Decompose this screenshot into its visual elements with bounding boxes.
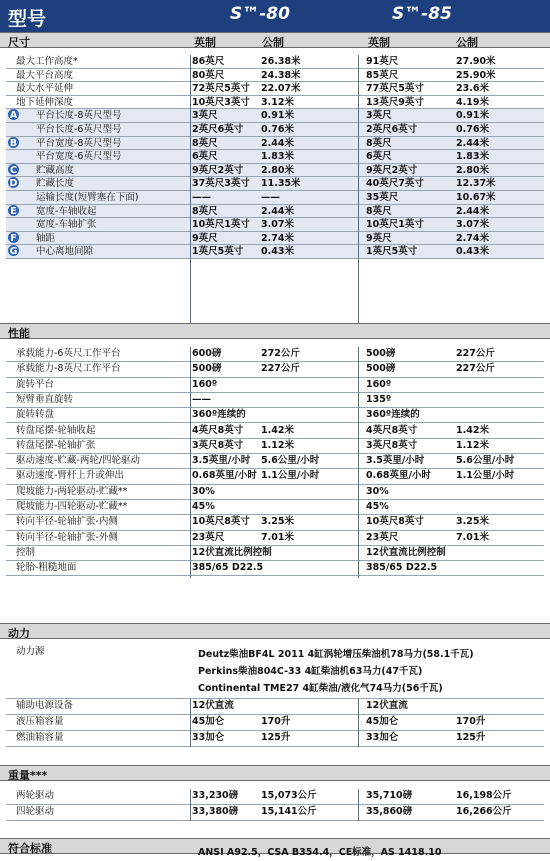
spec-label: 地下延伸深度 — [16, 96, 74, 108]
spec-label: 转盘尾摆-轮轴扩张 — [16, 439, 96, 451]
spec-row — [6, 164, 544, 178]
spec-label: 平台长度-6英尺型号 — [36, 124, 122, 135]
spec-row — [6, 699, 544, 715]
spec-value: 23英尺 — [192, 531, 225, 543]
spec-row — [6, 137, 544, 151]
spec-value: 1英尺5英寸 — [366, 246, 418, 258]
spec-row — [6, 205, 544, 219]
spec-value: 9英尺 — [366, 232, 392, 244]
spec-value: 7.01米 — [456, 531, 489, 543]
spec-value: 8英尺 — [192, 205, 218, 217]
spec-value: 1.83米 — [456, 151, 489, 163]
spec-value: 10英尺8英寸 — [192, 516, 250, 528]
model-title: 型号 — [8, 8, 47, 30]
standards-value: ANSI A92.5，CSA B354.4，CE标准，AS 1418.10 — [198, 847, 442, 858]
spec-row — [6, 82, 544, 96]
spec-value: 12.37米 — [456, 178, 496, 190]
dimension-badge: C — [8, 164, 19, 175]
spec-value: 16,198公斤 — [456, 790, 512, 801]
spec-value: 1.1公里/小时 — [456, 470, 515, 482]
spec-value: 35,860磅 — [366, 806, 413, 817]
spec-label: 短臂垂直旋转 — [16, 393, 74, 405]
weight-bar — [0, 765, 550, 781]
spec-row — [6, 789, 544, 805]
spec-value: 360º连续的 — [366, 409, 420, 421]
column-divider — [190, 55, 191, 323]
spec-value: 91英尺 — [366, 56, 399, 67]
spec-label: 轮胎-粗糙地面 — [16, 562, 77, 574]
spec-label: 爬坡能力-四轮驱动-贮藏** — [16, 501, 128, 512]
spec-value: 2.80米 — [261, 164, 294, 176]
column-divider — [190, 789, 191, 821]
spec-value: 9英尺 — [192, 232, 218, 244]
spec-value: 45加仑 — [192, 716, 225, 727]
spec-value: 12伏直流比例控制 — [366, 546, 446, 558]
spec-value: 1.83米 — [261, 151, 294, 163]
spec-value: 80英尺 — [192, 69, 225, 81]
col-en-1: 英制 — [194, 36, 216, 49]
spec-value: 8英尺 — [366, 137, 392, 149]
spec-value: 40英尺7英寸 — [366, 178, 424, 190]
spec-value: 35,710磅 — [366, 790, 413, 801]
spec-value: 33加仑 — [192, 732, 225, 743]
model-name-2: S™-85 — [392, 4, 452, 24]
spec-label: 四轮驱动 — [16, 806, 55, 817]
spec-value: 10英尺8英寸 — [366, 516, 424, 528]
power-source-option: Perkins柴油804C-33 4缸柴油机63马力(47千瓦) — [198, 666, 423, 677]
spec-label: 平台宽度-6英尺型号 — [36, 151, 122, 163]
spec-value: 170升 — [456, 716, 486, 727]
spec-value: 2.80米 — [456, 164, 489, 176]
spec-value: 3.5英里/小时 — [366, 455, 425, 467]
dimensions-label: 尺寸 — [8, 36, 30, 49]
spec-value: 45% — [192, 501, 215, 512]
power-bar — [0, 623, 550, 639]
spec-value: 227公斤 — [261, 363, 300, 375]
spec-row — [6, 531, 544, 546]
spec-value: 0.76米 — [456, 124, 489, 135]
spec-value: 77英尺5英寸 — [366, 83, 424, 95]
column-divider — [358, 699, 359, 747]
spec-value: 4英尺8英寸 — [366, 424, 418, 436]
spec-value: 12伏直流 — [366, 700, 408, 711]
spec-value: 12伏直流 — [192, 700, 234, 711]
spec-label: 轴距 — [36, 232, 56, 244]
dimension-badge: B — [9, 137, 18, 149]
column-divider — [358, 789, 359, 821]
spec-value: 86英尺 — [192, 56, 225, 67]
spec-value: 1.12米 — [456, 439, 489, 451]
power-label: 动力 — [8, 627, 30, 640]
spec-value: 0.68英里/小时 — [192, 470, 257, 482]
spec-value: 33,230磅 — [192, 790, 239, 801]
spec-value: 33,380磅 — [192, 806, 239, 817]
spec-label: 两轮驱动 — [16, 790, 55, 801]
spec-row — [6, 347, 544, 362]
spec-value: 10英尺3英寸 — [192, 96, 250, 108]
spec-value: 0.68英里/小时 — [366, 470, 431, 482]
spec-value: 30% — [366, 485, 389, 497]
spec-value: 3.07米 — [456, 219, 489, 231]
spec-label: 贮藏长度 — [36, 178, 75, 190]
power-source-option: Continental TME27 4缸柴油/液化气74马力(56千瓦) — [198, 683, 443, 694]
spec-value: 27.90米 — [456, 56, 496, 67]
spec-label: 贮藏高度 — [36, 164, 75, 176]
spec-label: 旋转转盘 — [16, 409, 55, 421]
spec-value: 3英尺 — [366, 110, 392, 122]
spec-value: —— — [192, 192, 211, 203]
spec-value: 2.74米 — [261, 232, 294, 244]
spec-value: 12伏直流比例控制 — [192, 546, 272, 558]
spec-value: 0.76米 — [261, 124, 294, 135]
spec-value: 500磅 — [192, 363, 222, 375]
spec-label: 承载能力-6英尺工作平台 — [16, 348, 121, 359]
spec-row — [6, 715, 544, 731]
spec-value: —— — [192, 393, 211, 405]
spec-value: 3.5英里/小时 — [192, 455, 251, 467]
spec-row — [6, 123, 544, 137]
spec-label: 宽度-车轴扩张 — [36, 219, 97, 231]
spec-value: 600磅 — [192, 348, 222, 359]
dimension-badge: D — [9, 178, 18, 190]
spec-value: 2.44米 — [456, 137, 489, 149]
spec-label: 平台长度-8英尺型号 — [36, 110, 122, 122]
spec-value: 3.12米 — [261, 96, 294, 108]
spec-value: 3.25米 — [456, 516, 489, 528]
spec-value: 3.07米 — [261, 219, 294, 231]
model-header — [0, 0, 550, 32]
spec-value: 13英尺9英寸 — [366, 96, 424, 108]
spec-row — [6, 500, 544, 515]
spec-value: 125升 — [261, 732, 291, 743]
spec-value: 26.38米 — [261, 56, 301, 67]
col-metric-2: 公制 — [456, 36, 478, 49]
spec-value: 4.19米 — [456, 96, 489, 108]
col-metric-1: 公制 — [262, 36, 284, 49]
spec-row — [6, 469, 544, 484]
spec-row — [6, 424, 544, 439]
spec-row — [6, 439, 544, 454]
spec-row — [6, 378, 544, 393]
spec-label: 承载能力-8英尺工作平台 — [16, 363, 121, 375]
spec-value: 0.43米 — [456, 246, 489, 258]
spec-value: 500磅 — [366, 348, 396, 359]
spec-value: 227公斤 — [456, 348, 495, 359]
dimension-badge: E — [8, 205, 19, 216]
spec-label: 驱动速度-贮藏-两轮/四轮驱动 — [16, 455, 141, 467]
spec-value: 10英尺1英寸 — [192, 219, 250, 231]
spec-value: 0.91米 — [456, 110, 489, 122]
spec-label: 转盘尾摆-轮轴收起 — [16, 424, 96, 436]
spec-label: 转向半径-轮轴扩张-外侧 — [16, 531, 118, 543]
col-en-2: 英制 — [368, 36, 390, 49]
spec-row — [6, 69, 544, 83]
spec-value: 6英尺 — [366, 151, 392, 163]
spec-value: 360º连续的 — [192, 409, 246, 421]
spec-row — [6, 515, 544, 530]
spec-value: 1.1公里/小时 — [261, 470, 320, 482]
spec-value: 37英尺3英寸 — [192, 178, 250, 190]
spec-value: 1.42米 — [261, 424, 294, 436]
spec-value: 500磅 — [366, 363, 396, 375]
spec-value: 7.01米 — [261, 531, 294, 543]
spec-row — [6, 232, 544, 246]
spec-value: 2英尺6英寸 — [366, 124, 418, 135]
spec-row — [6, 245, 544, 259]
dimension-badge: G — [9, 246, 18, 258]
spec-row — [6, 393, 544, 408]
spec-label: 平台宽度-8英尺型号 — [36, 137, 122, 149]
spec-row — [6, 805, 544, 821]
spec-value: 2.44米 — [261, 137, 294, 149]
spec-value: 2.44米 — [261, 205, 294, 217]
power-source-label: 动力源 — [16, 646, 45, 657]
spec-value: 160º — [366, 378, 392, 390]
spec-value: 10.67米 — [456, 192, 496, 203]
spec-value: 3英尺 — [192, 110, 218, 122]
weight-label: 重量*** — [8, 769, 48, 782]
spec-value: 45% — [366, 501, 389, 512]
spec-value: 10英尺1英寸 — [366, 219, 424, 231]
spec-row — [6, 109, 544, 123]
spec-value: 22.07米 — [261, 83, 301, 95]
spec-label: 运输长度(短臂塞在下面) — [36, 192, 139, 203]
spec-value: 35英尺 — [366, 192, 399, 203]
spec-row — [6, 191, 544, 205]
spec-value: 24.38米 — [261, 69, 301, 81]
spec-value: 5.6公里/小时 — [456, 455, 515, 467]
spec-value: 9英尺2英寸 — [192, 164, 244, 176]
dimension-badge: A — [9, 110, 18, 122]
spec-label: 宽度-车轴收起 — [36, 205, 97, 217]
spec-row — [6, 96, 544, 110]
spec-value: 23.6米 — [456, 83, 489, 95]
spec-value: 30% — [192, 485, 215, 497]
spec-value: 8英尺 — [192, 137, 218, 149]
spec-label: 驱动速度-臂杆上升或伸出 — [16, 470, 124, 482]
spec-value: 2.44米 — [456, 205, 489, 217]
spec-value: 2英尺6英寸 — [192, 124, 244, 135]
spec-label: 辅助电源设备 — [16, 700, 74, 711]
spec-value: 9英尺2英寸 — [366, 164, 418, 176]
spec-label: 最大平台高度 — [16, 69, 74, 81]
spec-row — [6, 55, 544, 69]
spec-row — [6, 408, 544, 423]
spec-row — [6, 731, 544, 747]
spec-row — [6, 561, 544, 576]
spec-value: 45加仑 — [366, 716, 399, 727]
spec-value: 160º — [192, 378, 218, 390]
spec-label: 旋转平台 — [16, 378, 55, 390]
column-divider — [190, 347, 191, 578]
spec-value: 8英尺 — [366, 205, 392, 217]
spec-value: 272公斤 — [261, 348, 300, 359]
spec-label: 液压箱容量 — [16, 716, 64, 727]
spec-value: 33加仑 — [366, 732, 399, 743]
spec-row — [6, 362, 544, 377]
spec-label: 中心离地间隙 — [36, 246, 94, 258]
spec-row — [6, 546, 544, 561]
spec-row — [6, 150, 544, 164]
spec-value: 25.90米 — [456, 69, 496, 81]
column-divider — [358, 347, 359, 578]
spec-value: 4英尺8英寸 — [192, 424, 244, 436]
spec-value: 227公斤 — [456, 363, 495, 375]
spec-label: 最大工作高度* — [16, 56, 78, 67]
spec-value: 23英尺 — [366, 531, 399, 543]
spec-row — [6, 454, 544, 469]
spec-value: 72英尺5英寸 — [192, 83, 250, 95]
spec-value: 16,266公斤 — [456, 806, 512, 817]
spec-value: —— — [261, 192, 280, 203]
spec-value: 11.35米 — [261, 178, 301, 190]
spec-value: 15,073公斤 — [261, 790, 317, 801]
standards-label: 符合标准 — [8, 842, 52, 855]
spec-value: 1.42米 — [456, 424, 489, 436]
spec-label: 最大水平延伸 — [16, 83, 74, 95]
spec-value: 3英尺8英寸 — [192, 439, 244, 451]
spec-row — [6, 218, 544, 232]
spec-value: 385/65 D22.5 — [366, 562, 438, 574]
spec-value: 0.43米 — [261, 246, 294, 258]
spec-value: 385/65 D22.5 — [192, 562, 264, 574]
spec-row — [6, 177, 544, 191]
spec-value: 125升 — [456, 732, 486, 743]
spec-value: 6英尺 — [192, 151, 218, 163]
spec-value: 3英尺8英寸 — [366, 439, 418, 451]
column-divider — [190, 699, 191, 747]
model-name-1: S™-80 — [230, 4, 290, 24]
spec-row — [6, 485, 544, 500]
spec-label: 燃油箱容量 — [16, 732, 64, 743]
spec-value: 3.25米 — [261, 516, 294, 528]
performance-bar — [0, 323, 550, 339]
dimension-badge: F — [8, 232, 19, 243]
spec-value: 5.6公里/小时 — [261, 455, 320, 467]
spec-value: 1英尺5英寸 — [192, 246, 244, 258]
spec-value: 2.74米 — [456, 232, 489, 244]
column-divider — [358, 55, 359, 323]
spec-label: 转向半径-轮轴扩张-内侧 — [16, 516, 118, 528]
spec-value: 15,141公斤 — [261, 806, 317, 817]
spec-label: 控制 — [16, 546, 36, 558]
spec-value: 1.12米 — [261, 439, 294, 451]
spec-value: 170升 — [261, 716, 291, 727]
performance-label: 性能 — [8, 327, 30, 340]
spec-label: 爬坡能力-两轮驱动-贮藏** — [16, 485, 128, 497]
dimensions-bar — [0, 32, 550, 48]
spec-value: 0.91米 — [261, 110, 294, 122]
power-source-option: Deutz柴油BF4L 2011 4缸涡轮增压柴油机78马力(58.1千瓦) — [198, 649, 474, 660]
spec-value: 85英尺 — [366, 69, 399, 81]
spec-value: 135º — [366, 393, 392, 405]
